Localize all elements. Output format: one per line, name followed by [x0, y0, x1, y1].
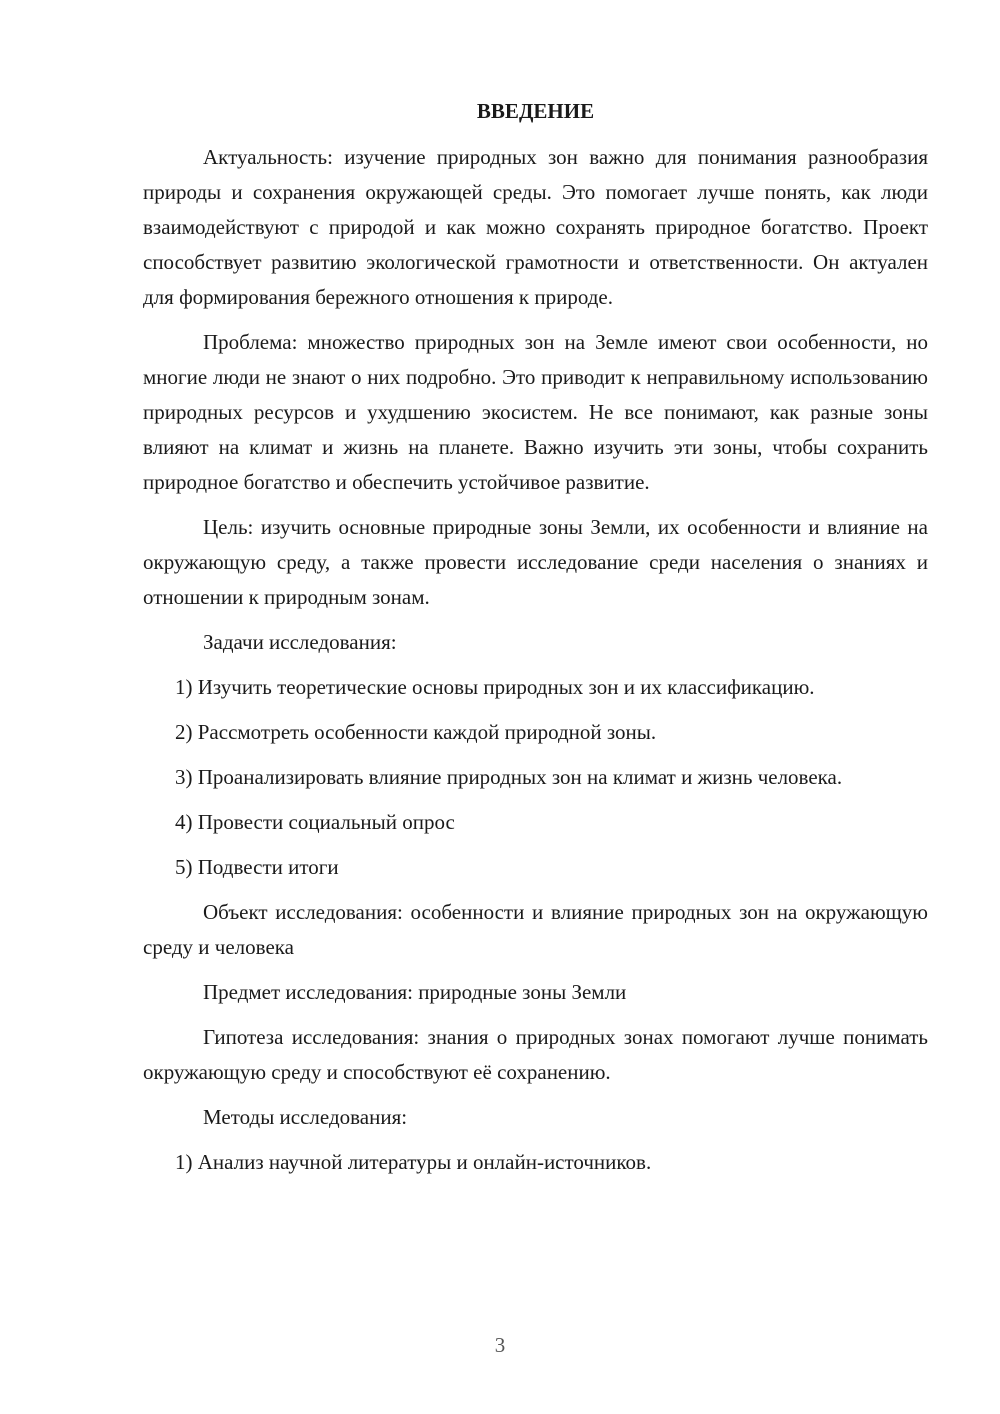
task-item-1: 1) Изучить теоретические основы природных зон и их классификацию. [175, 675, 815, 699]
page-number: 3 [494, 1333, 506, 1357]
page-title: ВВЕДЕНИЕ [476, 99, 595, 123]
hypothesis-paragraph: Гипотеза исследования: знания о природных зонах помогают лучше понимать окружающую среду и способствуют её сохранению. [143, 1025, 928, 1084]
problem-paragraph: Проблема: множество природных зон на Земле имеют свои особенности, но многие люди не знают о них подробно. Это приводит к неправильному использованию природных ресурсов и ухудшению экосистем. Не все понимают, как разные зоны влияют на климат и жизнь на планете. Важно изучить эти зоны, чтобы сохранить природное богатство и обеспечить устойчивое развитие. [143, 330, 928, 494]
tasks-heading: Задачи исследования: [203, 630, 397, 654]
relevance-paragraph: Актуальность: изучение природных зон важно для понимания разнообразия природы и сохранения окружающей среды. Это помогает лучше понять, как люди взаимодействуют с природой и как можно сохранять природное богатство. Проект способствует развитию экологической грамотности и ответственности. Он актуален для формирования бережного отношения к природе. [143, 145, 928, 309]
object-paragraph: Объект исследования: особенности и влияние природных зон на окружающую среду и человека [143, 900, 928, 959]
task-item-2: 2) Рассмотреть особенности каждой природной зоны. [175, 720, 657, 744]
task-item-4: 4) Провести социальный опрос [175, 810, 455, 834]
goal-paragraph: Цель: изучить основные природные зоны Земли, их особенности и влияние на окружающую среду, а также провести исследование среди населения о знаниях и отношении к природным зонам. [143, 515, 928, 609]
subject-paragraph: Предмет исследования: природные зоны Земли [203, 980, 627, 1004]
methods-heading: Методы исследования: [203, 1105, 408, 1129]
task-item-3: 3) Проанализировать влияние природных зон на климат и жизнь человека. [175, 765, 843, 789]
task-item-5: 5) Подвести итоги [175, 855, 339, 879]
document-page [143, 96, 928, 1190]
method-item-1: 1) Анализ научной литературы и онлайн-источников. [175, 1150, 652, 1174]
